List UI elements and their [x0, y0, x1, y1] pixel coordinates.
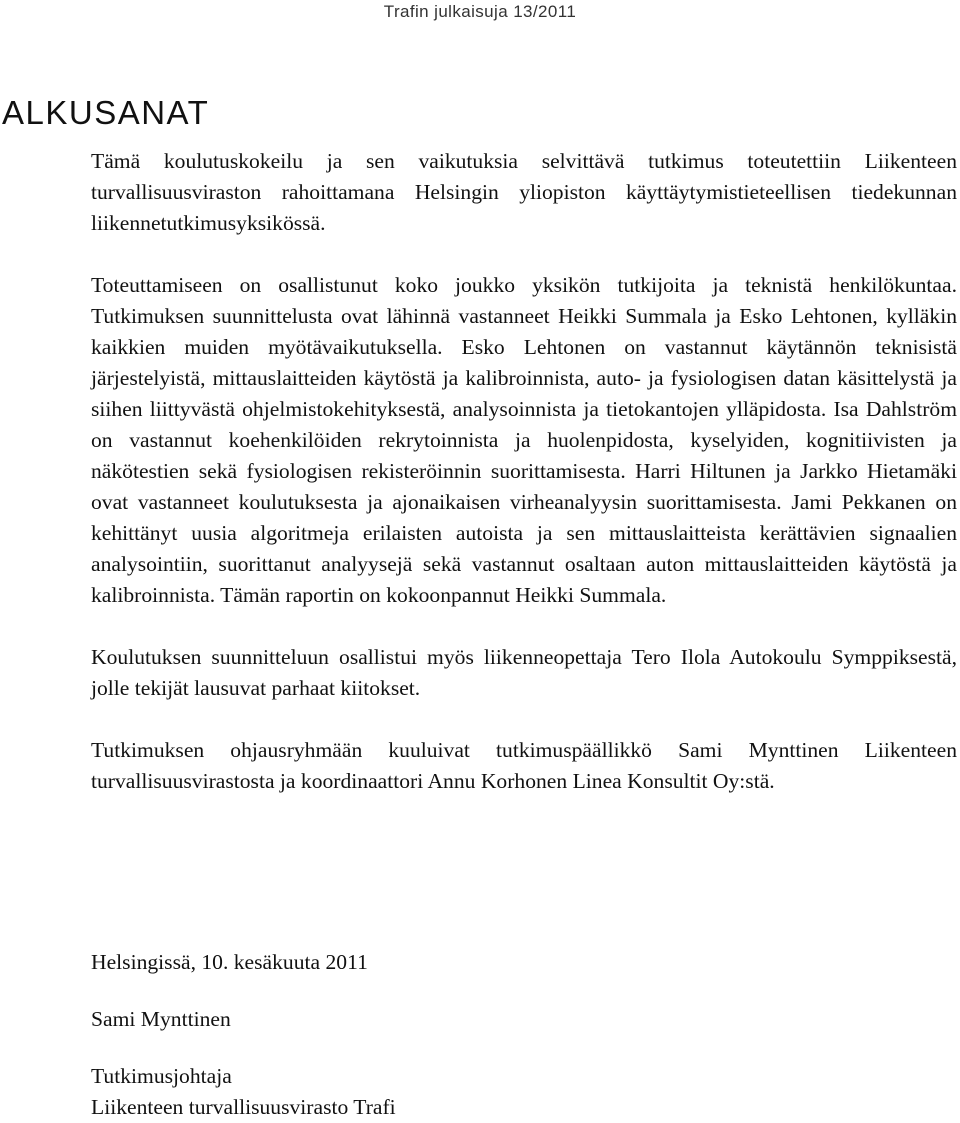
body-text [91, 146, 957, 797]
signature-place-date: Helsingissä, 10. kesäkuuta 2011 [91, 950, 368, 974]
paragraph-intro: Tämä koulutuskokeilu ja sen vaikutuksia selvittävä tutkimus toteutettiin Liikenteen turvallisuusviraston rahoittamana Helsingin yliopiston käyttäytymistieteellisen tiedekunnan liikennetutkimusyksikössä. [91, 149, 957, 235]
signature-organization: Liikenteen turvallisuusvirasto Trafi [91, 1095, 396, 1119]
running-header: Trafin julkaisuja 13/2011 [383, 2, 577, 21]
signature-title: Tutkimusjohtaja [91, 1064, 232, 1088]
signature-block [91, 947, 791, 1123]
paragraph-acknowledgement: Koulutuksen suunnitteluun osallistui myös liikenneopettaja Tero Ilola Autokoulu Symppiksestä, jolle tekijät lausuvat parhaat kiitokset. [91, 645, 957, 700]
paragraph-contributors: Toteuttamiseen on osallistunut koko joukko yksikön tutkijoita ja teknistä henkilökuntaa. Tutkimuksen suunnittelusta ovat lähinnä vastanneet Heikki Summala ja Esko Lehtonen, kylläkin kaikkien muiden myötävaikutuksella. Esko Lehtonen on vastannut käytännön teknisistä järjestelyistä, mittauslaitteiden käytöstä ja kalibroinnista, auto- ja fysiologisen datan käsittelystä ja siihen liittyvästä ohjelmistokehityksestä, analysoinnista ja tietokantojen ylläpidosta. Isa Dahlström on vastannut koehenkilöiden rekrytoinnista ja huolenpidosta, kyselyiden, kognitiivisten ja näkötestien sekä fysiologisen rekisteröinnin suorittamisesta. Harri Hiltunen ja Jarkko Hietamäki ovat vastanneet koulutuksesta ja ajonaikaisen virheanalyysin suorittamisesta. Jami Pekkanen on kehittänyt uusia algoritmeja erilaisten autoista ja sen mittauslaitteista kerättävien signaalien analysointiin, suorittanut analyysejä sekä vastannut osaltaan auton mittauslaitteiden käytöstä ja kalibroinnista. Tämän raportin on kokoonpannut Heikki Summala. [91, 273, 957, 607]
signature-name: Sami Mynttinen [91, 1007, 231, 1031]
section-title: ALKUSANAT [2, 94, 210, 131]
paragraph-steering-group: Tutkimuksen ohjausryhmään kuuluivat tutkimuspäällikkö Sami Mynttinen Liikenteen turvallisuusvirastosta ja koordinaattori Annu Korhonen Linea Konsultit Oy:stä. [91, 738, 957, 793]
